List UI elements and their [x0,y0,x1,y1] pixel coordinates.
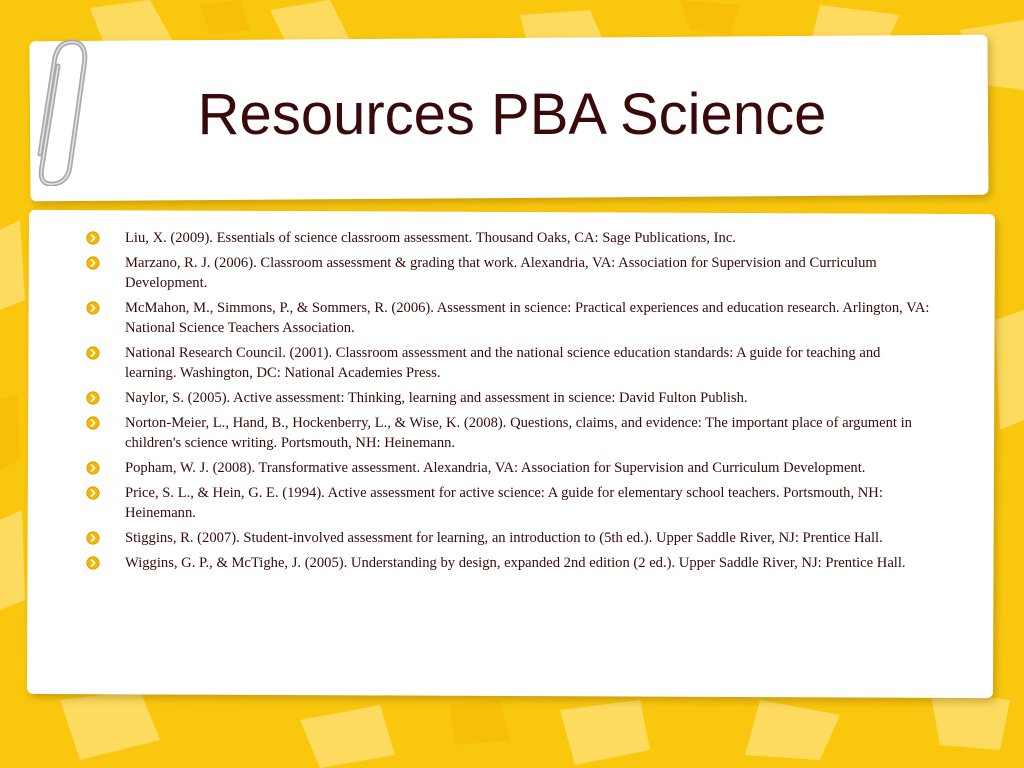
list-item [86,343,932,383]
reference-text: National Research Council. (2001). Classroom assessment and the national science education standards: A guide for teaching and learning. Washington, DC: National Academies Press. [125,345,881,381]
reference-text: Price, S. L., & Hein, G. E. (1994). Active assessment for active science: A guide for elementary school teachers. Portsmouth, NH: Heinemann. [125,485,883,521]
circled-chevron-icon [86,301,100,315]
circled-chevron-icon [86,231,100,245]
reference-text: Liu, X. (2009). Essentials of science classroom assessment. Thousand Oaks, CA: Sage Publications, Inc. [125,230,736,246]
circled-chevron-icon [86,346,100,360]
reference-text: Naylor, S. (2005). Active assessment: Thinking, learning and assessment in science: David Fulton Publish. [125,390,748,406]
list-item [86,413,932,453]
circled-chevron-icon [86,256,100,270]
reference-text: McMahon, M., Simmons, P., & Sommers, R. (2006). Assessment in science: Practical experiences and education research. Arlington, VA: National Science Teachers Association. [125,300,930,336]
circled-chevron-icon [86,391,100,405]
list-item [86,228,932,248]
reference-text: Norton-Meier, L., Hand, B., Hockenberry, L., & Wise, K. (2008). Questions, claims, and evidence: The important place of argument in children's science writing. Portsmouth, NH: Heinemann. [125,415,912,451]
list-item [86,528,932,548]
reference-text: Popham, W. J. (2008). Transformative assessment. Alexandria, VA: Association for Supervision and Curriculum Development. [125,460,866,476]
reference-text: Stiggins, R. (2007). Student-involved assessment for learning, an introduction to (5th ed.). Upper Saddle River, NJ: Prentice Hall. [125,530,883,546]
circled-chevron-icon [86,461,100,475]
circled-chevron-icon [86,556,100,570]
slide-title: Resources PBA Science [197,82,827,147]
list-item [86,388,932,408]
reference-text: Marzano, R. J. (2006). Classroom assessment & grading that work. Alexandria, VA: Association for Supervision and Curriculum Development. [125,255,877,291]
reference-list [86,228,932,578]
reference-text: Wiggins, G. P., & McTighe, J. (2005). Understanding by design, expanded 2nd edition (2 ed.). Upper Saddle River, NJ: Prentice Hall. [125,555,906,571]
list-item [86,298,932,338]
list-item [86,253,932,293]
list-item [86,553,932,573]
list-item [86,458,932,478]
circled-chevron-icon [86,486,100,500]
circled-chevron-icon [86,416,100,430]
list-item [86,483,932,523]
circled-chevron-icon [86,531,100,545]
